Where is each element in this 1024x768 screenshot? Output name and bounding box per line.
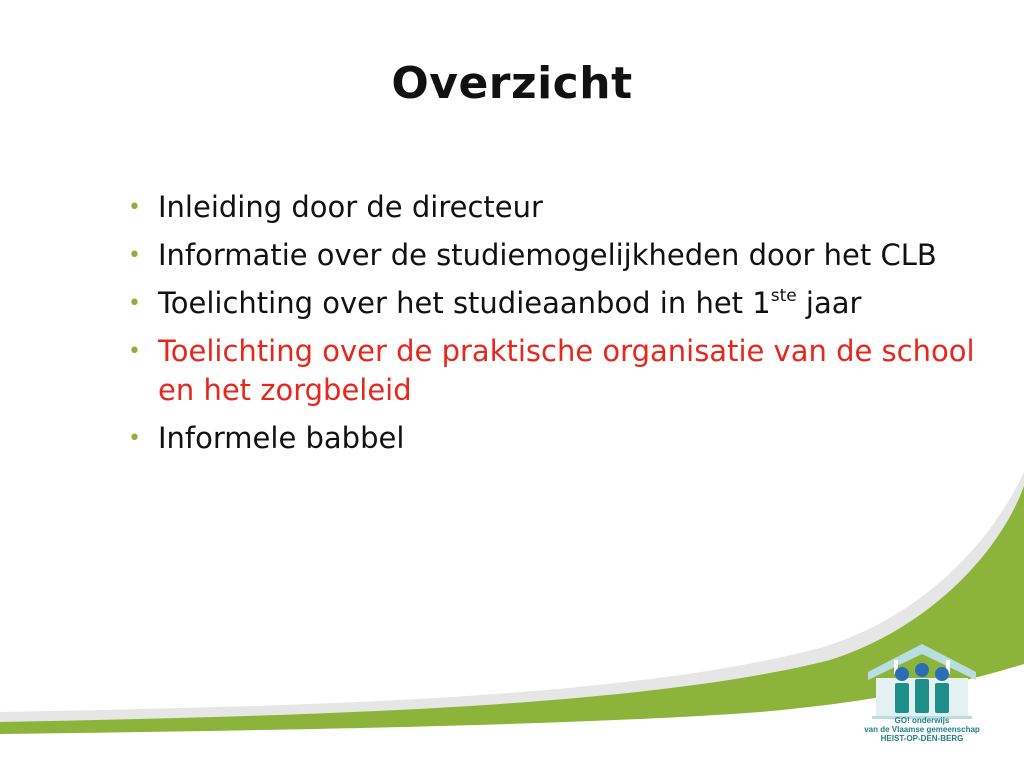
bullet-text: Informele babbel	[158, 421, 405, 455]
bullet-icon: •	[128, 243, 141, 268]
logo-line-3: HEIST-OP-DEN-BERG	[880, 734, 964, 743]
logo-line-1: GO! onderwijs	[894, 716, 950, 725]
bullet-icon: •	[128, 339, 141, 364]
logo-caption	[852, 716, 992, 743]
bullet-icon: •	[128, 426, 141, 451]
bullet-icon: •	[128, 291, 141, 316]
bullet-item	[128, 419, 988, 458]
bullet-item	[128, 284, 988, 323]
bullet-text-before: Toelichting over het studieaanbod in het 1	[158, 286, 771, 320]
bullet-text: Inleiding door de directeur	[158, 190, 543, 224]
bullet-superscript: ste	[770, 286, 797, 306]
bullet-text-after: jaar	[796, 286, 862, 320]
bullet-icon: •	[128, 195, 141, 220]
bullet-text: Informatie over de studiemogelijkheden door het CLB	[158, 238, 937, 272]
bullet-item-highlighted	[128, 332, 988, 410]
logo-line-2: van de Vlaamse gemeenschap	[864, 725, 980, 734]
bullet-text: Toelichting over de praktische organisatie van de school en het zorgbeleid	[158, 334, 975, 407]
slide-title: Overzicht	[391, 58, 633, 109]
bullet-item	[128, 236, 988, 275]
bullet-list	[128, 188, 988, 467]
bullet-item	[128, 188, 988, 227]
